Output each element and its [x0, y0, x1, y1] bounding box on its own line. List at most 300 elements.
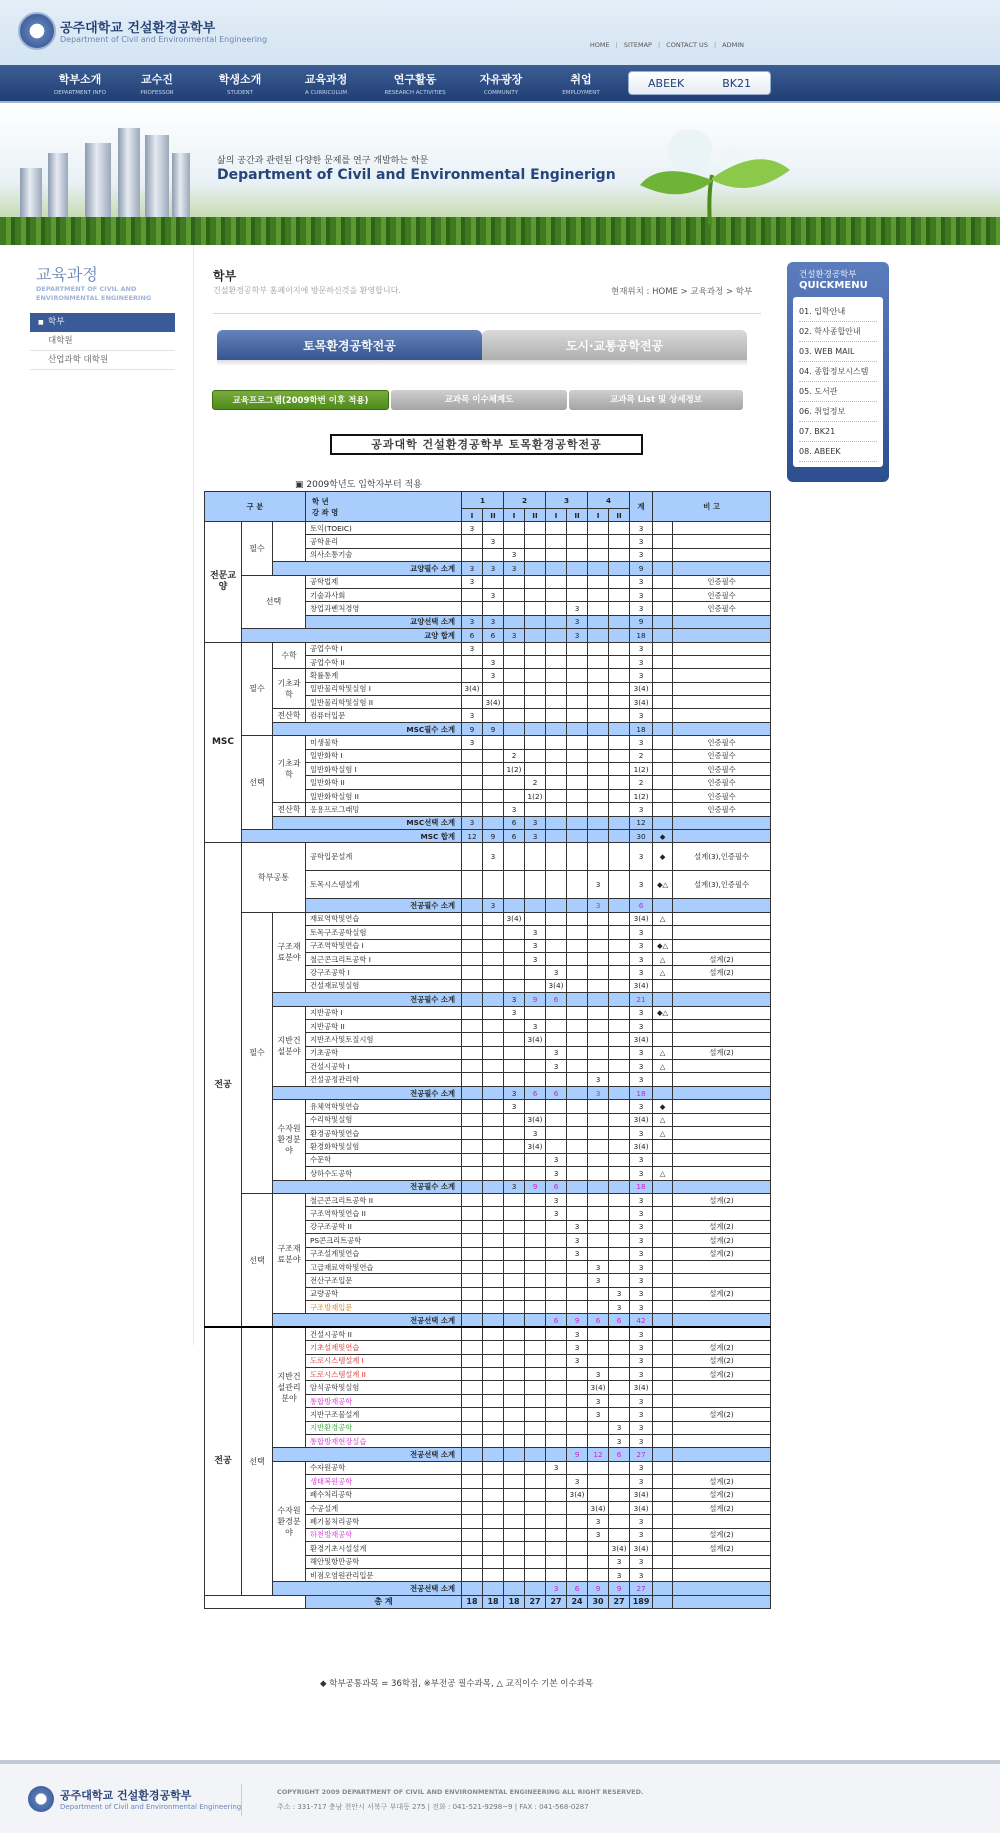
credit-cell — [609, 1153, 630, 1166]
mark-cell — [653, 816, 673, 829]
credit-cell — [462, 1314, 483, 1327]
credit-cell — [483, 1488, 504, 1501]
total-cell: 3 — [630, 1568, 653, 1581]
credit-cell — [546, 1127, 567, 1140]
quickmenu-employment[interactable]: 06. 취업정보 — [799, 402, 877, 422]
nav-community[interactable]: 자유광장 COMMUNITY — [479, 73, 523, 96]
credit-cell: 18 — [483, 1595, 504, 1608]
credit-cell — [546, 1033, 567, 1046]
site-name-en: Department of Civil and Environmental Engineering — [60, 35, 268, 44]
credit-cell — [546, 642, 567, 655]
table-header-row — [205, 492, 771, 509]
field-cell: 수자원환경분야 — [273, 1100, 306, 1180]
credit-cell — [462, 588, 483, 601]
type-cell: 학부공통 — [242, 843, 306, 912]
credit-cell — [525, 1260, 546, 1273]
credit-cell: 3 — [462, 562, 483, 575]
note-cell: 설계(2) — [673, 1542, 771, 1555]
note-cell: 인증필수 — [673, 749, 771, 762]
credit-cell — [504, 615, 525, 628]
credit-cell — [483, 1381, 504, 1394]
credit-cell — [588, 1180, 609, 1193]
credit-cell — [588, 1234, 609, 1247]
credit-cell — [567, 1435, 588, 1448]
nav-department-info[interactable]: 학부소개 DEPARTMENT INFO — [54, 73, 106, 96]
credit-cell — [567, 1140, 588, 1153]
credit-cell — [525, 1515, 546, 1528]
credit-cell — [483, 912, 504, 925]
note-cell — [673, 1060, 771, 1073]
quickmenu-academic[interactable]: 02. 학사종합안내 — [799, 322, 877, 342]
course-name: 강구조공학 II — [306, 1220, 462, 1233]
quickmenu-info-system[interactable]: 04. 종합정보시스템 — [799, 362, 877, 382]
credit-cell: 27 — [525, 1595, 546, 1608]
footer-copyright: COPYRIGHT 2009 DEPARTMENT OF CIVIL AND ENVIRONMENTAL ENGINEERING ALL RIGHT RESERVED. — [277, 1788, 644, 1796]
credit-cell — [609, 1528, 630, 1541]
credit-cell — [546, 562, 567, 575]
util-link-admin[interactable]: ADMIN — [722, 41, 744, 49]
nav-research[interactable]: 연구활동 RESEARCH ACTIVITIES — [384, 73, 446, 96]
credit-cell — [546, 816, 567, 829]
credit-cell — [546, 548, 567, 561]
course-name: 지반조사및토질시험 — [306, 1033, 462, 1046]
credit-cell — [504, 1287, 525, 1300]
credit-cell — [567, 1501, 588, 1514]
credit-cell — [546, 829, 567, 842]
note-cell: 인증필수 — [673, 602, 771, 615]
credit-cell — [546, 939, 567, 952]
credit-cell — [609, 1060, 630, 1073]
course-name: 환경화학및실험 — [306, 1140, 462, 1153]
credit-cell — [483, 1167, 504, 1180]
credit-cell: 3 — [567, 1234, 588, 1247]
credit-cell — [609, 1515, 630, 1528]
header-note: 비 고 — [653, 492, 771, 522]
abeek-link[interactable]: ABEEK — [648, 76, 685, 90]
credit-cell — [462, 1193, 483, 1206]
course-name: 교량공학 — [306, 1287, 462, 1300]
total-cell: 3 — [630, 1073, 653, 1086]
mark-cell — [653, 1274, 673, 1287]
credit-cell: 3 — [588, 1394, 609, 1407]
util-link-contact[interactable]: CONTACT US — [666, 41, 708, 49]
subtotal-row — [205, 722, 771, 735]
course-name: 구조역학및연습 II — [306, 1207, 462, 1220]
quickmenu-library[interactable]: 05. 도서관 — [799, 382, 877, 402]
credit-cell — [546, 535, 567, 548]
credit-cell — [483, 1140, 504, 1153]
mark-cell — [653, 1086, 673, 1099]
subtotal-label: 전공필수 소계 — [273, 993, 462, 1006]
credit-cell: 3 — [525, 816, 546, 829]
credit-cell: 3 — [588, 1408, 609, 1421]
credit-cell — [483, 736, 504, 749]
quickmenu-bk21[interactable]: 07. BK21 — [799, 422, 877, 442]
mark-cell: △ — [653, 912, 673, 925]
credit-cell — [525, 736, 546, 749]
credit-cell: 3 — [462, 522, 483, 535]
total-cell: 3 — [630, 939, 653, 952]
mark-cell: ◆△ — [653, 1006, 673, 1019]
field-cell: 지반건설분야 — [273, 1006, 306, 1086]
credit-cell: 3 — [483, 843, 504, 871]
course-name: 지반공학 II — [306, 1019, 462, 1032]
credit-cell — [525, 966, 546, 979]
quickmenu-title: QUICKMENU — [799, 280, 868, 291]
credit-cell — [546, 1341, 567, 1354]
subtab-program[interactable]: 교육프로그램(2009학번 이후 적용) — [212, 390, 389, 410]
mark-cell — [653, 1207, 673, 1220]
total-spacer — [205, 1595, 306, 1608]
credit-cell — [546, 763, 567, 776]
credit-cell — [567, 696, 588, 709]
credit-cell — [504, 1207, 525, 1220]
credit-cell — [525, 1448, 546, 1461]
page-title: 학부 — [213, 269, 237, 283]
credit-cell — [525, 1274, 546, 1287]
course-name: 일반화학실험 II — [306, 789, 462, 802]
mark-cell — [653, 655, 673, 668]
total-cell: 3 — [630, 588, 653, 601]
credit-cell — [525, 1421, 546, 1434]
mark-cell — [653, 1448, 673, 1461]
credit-cell: 3 — [567, 602, 588, 615]
credit-cell — [609, 966, 630, 979]
total-cell: 3 — [630, 1060, 653, 1073]
credit-cell — [546, 1220, 567, 1233]
note-cell — [673, 1260, 771, 1273]
credit-cell — [546, 1073, 567, 1086]
credit-cell: 3(4) — [588, 1381, 609, 1394]
credit-cell: 3 — [588, 1274, 609, 1287]
quickmenu-webmail[interactable]: 03. WEB MAIL — [799, 342, 877, 362]
credit-cell — [525, 1542, 546, 1555]
credit-cell — [609, 629, 630, 642]
credit-cell — [462, 1247, 483, 1260]
total-cell: 3 — [630, 1234, 653, 1247]
note-cell — [673, 1435, 771, 1448]
course-name: 비점오염원관리입문 — [306, 1568, 462, 1581]
course-name: 일반물리학및실험 I — [306, 682, 462, 695]
note-cell — [673, 939, 771, 952]
credit-cell — [609, 1341, 630, 1354]
credit-cell — [546, 1368, 567, 1381]
credit-cell — [567, 1568, 588, 1581]
note-cell: 설계(2) — [673, 952, 771, 965]
credit-cell — [504, 1341, 525, 1354]
credit-cell — [462, 1475, 483, 1488]
credit-cell — [546, 588, 567, 601]
credit-cell — [567, 1060, 588, 1073]
credit-cell: 3 — [462, 736, 483, 749]
total-cell: 3 — [630, 1368, 653, 1381]
mark-cell — [653, 682, 673, 695]
credit-cell — [462, 1568, 483, 1581]
credit-cell — [462, 1528, 483, 1541]
total-cell: 3 — [630, 1247, 653, 1260]
university-logo-icon[interactable] — [18, 12, 56, 50]
credit-cell — [504, 979, 525, 992]
note-cell — [673, 816, 771, 829]
course-name: 공업수학 II — [306, 655, 462, 668]
credit-cell: 3 — [546, 1167, 567, 1180]
course-name: 일반화학실험 I — [306, 763, 462, 776]
course-name: 철근콘크리트공학 I — [306, 952, 462, 965]
credit-cell — [504, 966, 525, 979]
credit-cell — [483, 993, 504, 1006]
building-image — [145, 135, 169, 223]
credit-cell — [546, 1488, 567, 1501]
credit-cell: 3(4) — [525, 1033, 546, 1046]
credit-cell — [504, 1381, 525, 1394]
credit-cell — [483, 952, 504, 965]
header-year: 4 — [588, 492, 630, 509]
mark-cell — [653, 1488, 673, 1501]
credit-cell: 3 — [546, 1060, 567, 1073]
credit-cell — [588, 763, 609, 776]
total-cell: 3(4) — [630, 979, 653, 992]
credit-cell: 3 — [567, 629, 588, 642]
tab-civil-environmental[interactable]: 토목환경공학전공 — [217, 330, 482, 364]
credit-cell — [504, 1260, 525, 1273]
total-cell: 3 — [630, 871, 653, 899]
credit-cell — [546, 1287, 567, 1300]
util-link-home[interactable]: HOME — [589, 41, 610, 49]
credit-cell — [525, 803, 546, 816]
total-cell: 42 — [630, 1314, 653, 1327]
credit-cell — [609, 829, 630, 842]
nav-student[interactable]: 학생소개 STUDENT — [218, 73, 262, 96]
nav-curriculum[interactable]: 교육과정 A CURRICULUM — [304, 73, 348, 96]
credit-cell — [546, 1100, 567, 1113]
note-cell: 설계(3),인증필수 — [673, 843, 771, 871]
credit-cell — [588, 1193, 609, 1206]
credit-cell — [483, 1033, 504, 1046]
credit-cell — [483, 926, 504, 939]
total-row — [205, 1595, 771, 1608]
credit-cell — [504, 1060, 525, 1073]
credit-cell — [567, 1301, 588, 1314]
mark-cell: △ — [653, 952, 673, 965]
course-name: 미생물학 — [306, 736, 462, 749]
credit-cell — [462, 1341, 483, 1354]
credit-cell — [462, 1167, 483, 1180]
quickmenu-caption: 건설환경공학부 — [799, 270, 857, 280]
credit-cell — [546, 1475, 567, 1488]
tab-urban-transport[interactable]: 도시·교통공학전공 — [482, 330, 747, 364]
credit-cell — [483, 1327, 504, 1340]
mark-cell — [653, 1582, 673, 1595]
credit-cell — [504, 1046, 525, 1059]
mark-cell — [653, 1515, 673, 1528]
credit-cell — [504, 939, 525, 952]
credit-cell — [483, 1060, 504, 1073]
credit-cell — [588, 1542, 609, 1555]
credit-cell — [588, 1301, 609, 1314]
credit-cell — [504, 871, 525, 899]
credit-cell — [462, 993, 483, 1006]
mark-cell — [653, 1153, 673, 1166]
credit-cell — [504, 1274, 525, 1287]
credit-cell — [504, 1582, 525, 1595]
credit-cell — [462, 1368, 483, 1381]
credit-cell — [483, 1461, 504, 1474]
mark-cell — [653, 1314, 673, 1327]
credit-cell — [609, 522, 630, 535]
mark-cell — [653, 1234, 673, 1247]
credit-cell — [504, 1461, 525, 1474]
note-cell — [673, 1394, 771, 1407]
credit-cell — [462, 1100, 483, 1113]
nav-employment[interactable]: 취업 EMPLOYMENT — [562, 73, 600, 96]
credit-cell — [588, 1247, 609, 1260]
credit-cell — [525, 655, 546, 668]
credit-cell: 9 — [567, 1314, 588, 1327]
credit-cell: 3 — [567, 1475, 588, 1488]
course-name: 토목구조공학실험 — [306, 926, 462, 939]
quickmenu-list — [793, 297, 883, 467]
mark-cell — [653, 1555, 673, 1568]
nav-professor[interactable]: 교수진 PROFESSOR — [140, 73, 174, 96]
building-image — [20, 168, 42, 223]
course-name: 폐수처리공학 — [306, 1488, 462, 1501]
note-cell — [673, 1301, 771, 1314]
credit-cell: 3 — [483, 615, 504, 628]
lnb-item-industrial-graduate[interactable]: 산업과학 대학원 — [30, 351, 175, 370]
lnb-item-graduate[interactable]: 대학원 — [30, 332, 175, 351]
type-cell: 선택 — [242, 1193, 273, 1327]
credit-cell — [483, 789, 504, 802]
note-cell: 설계(2) — [673, 1287, 771, 1300]
subtab-course-map[interactable]: 교과목 이수체계도 — [391, 390, 567, 410]
note-cell — [673, 1515, 771, 1528]
credit-cell: 6 — [588, 1314, 609, 1327]
util-link-sitemap[interactable]: SITEMAP — [623, 41, 652, 49]
credit-cell — [504, 1555, 525, 1568]
credit-cell — [504, 1568, 525, 1581]
note-cell — [673, 1274, 771, 1287]
header-year: 2 — [504, 492, 546, 509]
quickmenu-abeek[interactable]: 08. ABEEK — [799, 442, 877, 462]
credit-cell — [567, 1461, 588, 1474]
credit-cell — [462, 871, 483, 899]
credit-cell — [483, 1354, 504, 1367]
total-cell: 18 — [630, 1180, 653, 1193]
credit-cell — [504, 1475, 525, 1488]
credit-cell — [525, 562, 546, 575]
type-cell: 필수 — [242, 522, 273, 576]
subtab-course-list[interactable]: 교과목 List 및 상세정보 — [569, 390, 743, 410]
credit-cell — [588, 966, 609, 979]
credit-cell — [462, 1515, 483, 1528]
note-cell: 설계(2) — [673, 1475, 771, 1488]
credit-cell — [525, 1461, 546, 1474]
table-row — [205, 642, 771, 655]
credit-cell — [546, 1301, 567, 1314]
course-name: 암석공학및실험 — [306, 1381, 462, 1394]
credit-cell — [483, 1448, 504, 1461]
course-name: 공학입문설계 — [306, 843, 462, 871]
note-cell: 인증필수 — [673, 575, 771, 588]
credit-cell — [567, 682, 588, 695]
subtotal-label: 전공선택 소계 — [273, 1582, 462, 1595]
credit-cell — [609, 763, 630, 776]
credit-cell — [462, 1542, 483, 1555]
mark-cell: ◆ — [653, 843, 673, 871]
credit-cell: 6 — [546, 993, 567, 1006]
table-row — [205, 912, 771, 925]
field-cell — [273, 522, 306, 562]
credit-cell — [546, 629, 567, 642]
credit-cell — [504, 642, 525, 655]
credit-cell: 9 — [525, 1180, 546, 1193]
course-name: 수문학 — [306, 1153, 462, 1166]
mark-cell: ◆ — [653, 829, 673, 842]
note-cell — [673, 899, 771, 912]
note-cell: 인증필수 — [673, 588, 771, 601]
credit-cell — [504, 1127, 525, 1140]
type-cell: 선택 — [242, 1327, 273, 1595]
credit-cell — [567, 1073, 588, 1086]
credit-cell — [483, 1234, 504, 1247]
subtotal-label: 교양 합계 — [242, 629, 462, 642]
credit-cell — [567, 926, 588, 939]
lnb-item-undergraduate[interactable]: ■ 학부 — [30, 313, 175, 332]
footer-name-en: Department of Civil and Environmental Engineering — [60, 1803, 242, 1811]
credit-cell — [462, 1180, 483, 1193]
site-name[interactable]: 공주대학교 건설환경공학부 — [60, 21, 216, 36]
quickmenu-admission[interactable]: 01. 입학안내 — [799, 302, 877, 322]
credit-cell — [504, 1368, 525, 1381]
bk21-link[interactable]: BK21 — [722, 76, 751, 90]
credit-cell — [588, 1113, 609, 1126]
course-name: 강구조공학 I — [306, 966, 462, 979]
course-name: 해안및항만공학 — [306, 1555, 462, 1568]
mark-cell — [653, 749, 673, 762]
credit-cell — [462, 669, 483, 682]
credit-cell — [525, 979, 546, 992]
credit-cell — [525, 1314, 546, 1327]
credit-cell: 2 — [525, 776, 546, 789]
credit-cell — [504, 1140, 525, 1153]
course-name: 공학법제 — [306, 575, 462, 588]
credit-cell: 3(4) — [567, 1488, 588, 1501]
total-cell: 3(4) — [630, 1501, 653, 1514]
credit-cell — [462, 655, 483, 668]
tab-underline — [217, 360, 747, 366]
credit-cell — [588, 1327, 609, 1340]
credit-cell — [567, 1381, 588, 1394]
credit-cell — [504, 1019, 525, 1032]
mark-cell — [653, 722, 673, 735]
credit-cell — [609, 843, 630, 871]
credit-cell — [483, 1006, 504, 1019]
credit-cell — [546, 803, 567, 816]
category-cell: 전문교양 — [205, 522, 242, 643]
credit-cell — [588, 1127, 609, 1140]
total-cell: 3 — [630, 1193, 653, 1206]
course-name: 환경기초시설설계 — [306, 1542, 462, 1555]
credit-cell — [504, 535, 525, 548]
credit-cell: 3 — [609, 1568, 630, 1581]
course-name: 철근콘크리트공학 II — [306, 1193, 462, 1206]
credit-cell: 3 — [462, 642, 483, 655]
note-cell: 설계(2) — [673, 1408, 771, 1421]
field-cell: 구조재료분야 — [273, 912, 306, 992]
credit-cell — [504, 1193, 525, 1206]
subtotal-row — [205, 993, 771, 1006]
main-navigation — [0, 65, 1000, 103]
